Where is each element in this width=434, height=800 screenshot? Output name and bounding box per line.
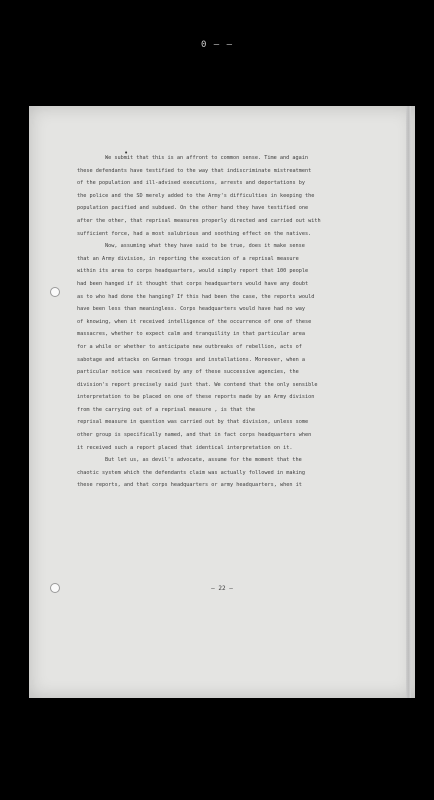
text-line: reprisal measure in question was carried out by that division, unless some <box>77 419 309 426</box>
text-line: these defendants have testified to the way that indiscriminate mistreatment <box>77 167 312 174</box>
text-line: had been hanged if it thought that corps headquarters would have any doubt <box>77 280 309 287</box>
page-number: — 22 — <box>211 585 233 592</box>
text-line: as to who had done the hanging? If this had been the case, the reports would <box>77 293 315 300</box>
punch-hole-icon <box>50 287 60 297</box>
text-line: it received such a report placed that identical interpretation on it. <box>77 444 293 451</box>
text-line: from the carrying out of a reprisal measure , is that the <box>77 406 256 413</box>
text-line: interpretation to be placed on one of these reports made by an Army division <box>77 394 315 401</box>
text-line: massacres, whether to expect calm and tranquility in that particular area <box>77 331 305 338</box>
text-line: within its area to corps headquarters, would simply report that 100 people <box>77 268 309 275</box>
text-line: sabotage and attacks on German troops and installations. Moreover, when a <box>77 356 305 363</box>
text-line: population pacified and subdued. On the other hand they have testified one <box>77 205 309 212</box>
frame-label: 0 — — <box>200 40 234 50</box>
page-edge-shadow <box>406 106 411 698</box>
text-line: that an Army division, in reporting the execution of a reprisal measure <box>77 255 299 262</box>
text-line: the police and the SD merely added to the Army's difficulties in keeping the <box>77 192 315 199</box>
text-line: of knowing, when it received intelligence of the occurrence of one of these <box>77 318 312 325</box>
text-line: We submit that this is an affront to common sense. Time and again <box>105 155 309 161</box>
text-line: these reports, and that corps headquarters or army headquarters, when it <box>77 482 302 489</box>
top-mark: • <box>124 149 129 157</box>
text-line: chaotic system which the defendants claim was actually followed in making <box>77 469 305 476</box>
text-line: Now, assuming what they have said to be true, does it make sense <box>105 243 305 250</box>
text-line: But let us, as devil's advocate, assume for the moment that the <box>105 457 302 464</box>
text-line: after the other, that reprisal measures properly directed and carried out with <box>77 217 321 224</box>
text-line: sufficient force, had a most salubrious and soothing effect on the natives. <box>77 230 312 237</box>
text-line: have been less than meaningless. Corps headquarters would have had no way <box>77 306 305 313</box>
text-line: of the population and ill-advised executions, arrests and deportations by <box>77 180 305 187</box>
text-line: for a while or whether to anticipate new outbreaks of rebellion, acts of <box>77 343 302 350</box>
text-line: particular notice was received by any of these successive agencies, the <box>77 369 299 376</box>
text-line: other group is specifically named, and that in fact corps headquarters when <box>77 432 312 439</box>
body-text <box>77 152 367 492</box>
text-line: division's report precisely said just that. We contend that the only sensible <box>77 381 318 388</box>
